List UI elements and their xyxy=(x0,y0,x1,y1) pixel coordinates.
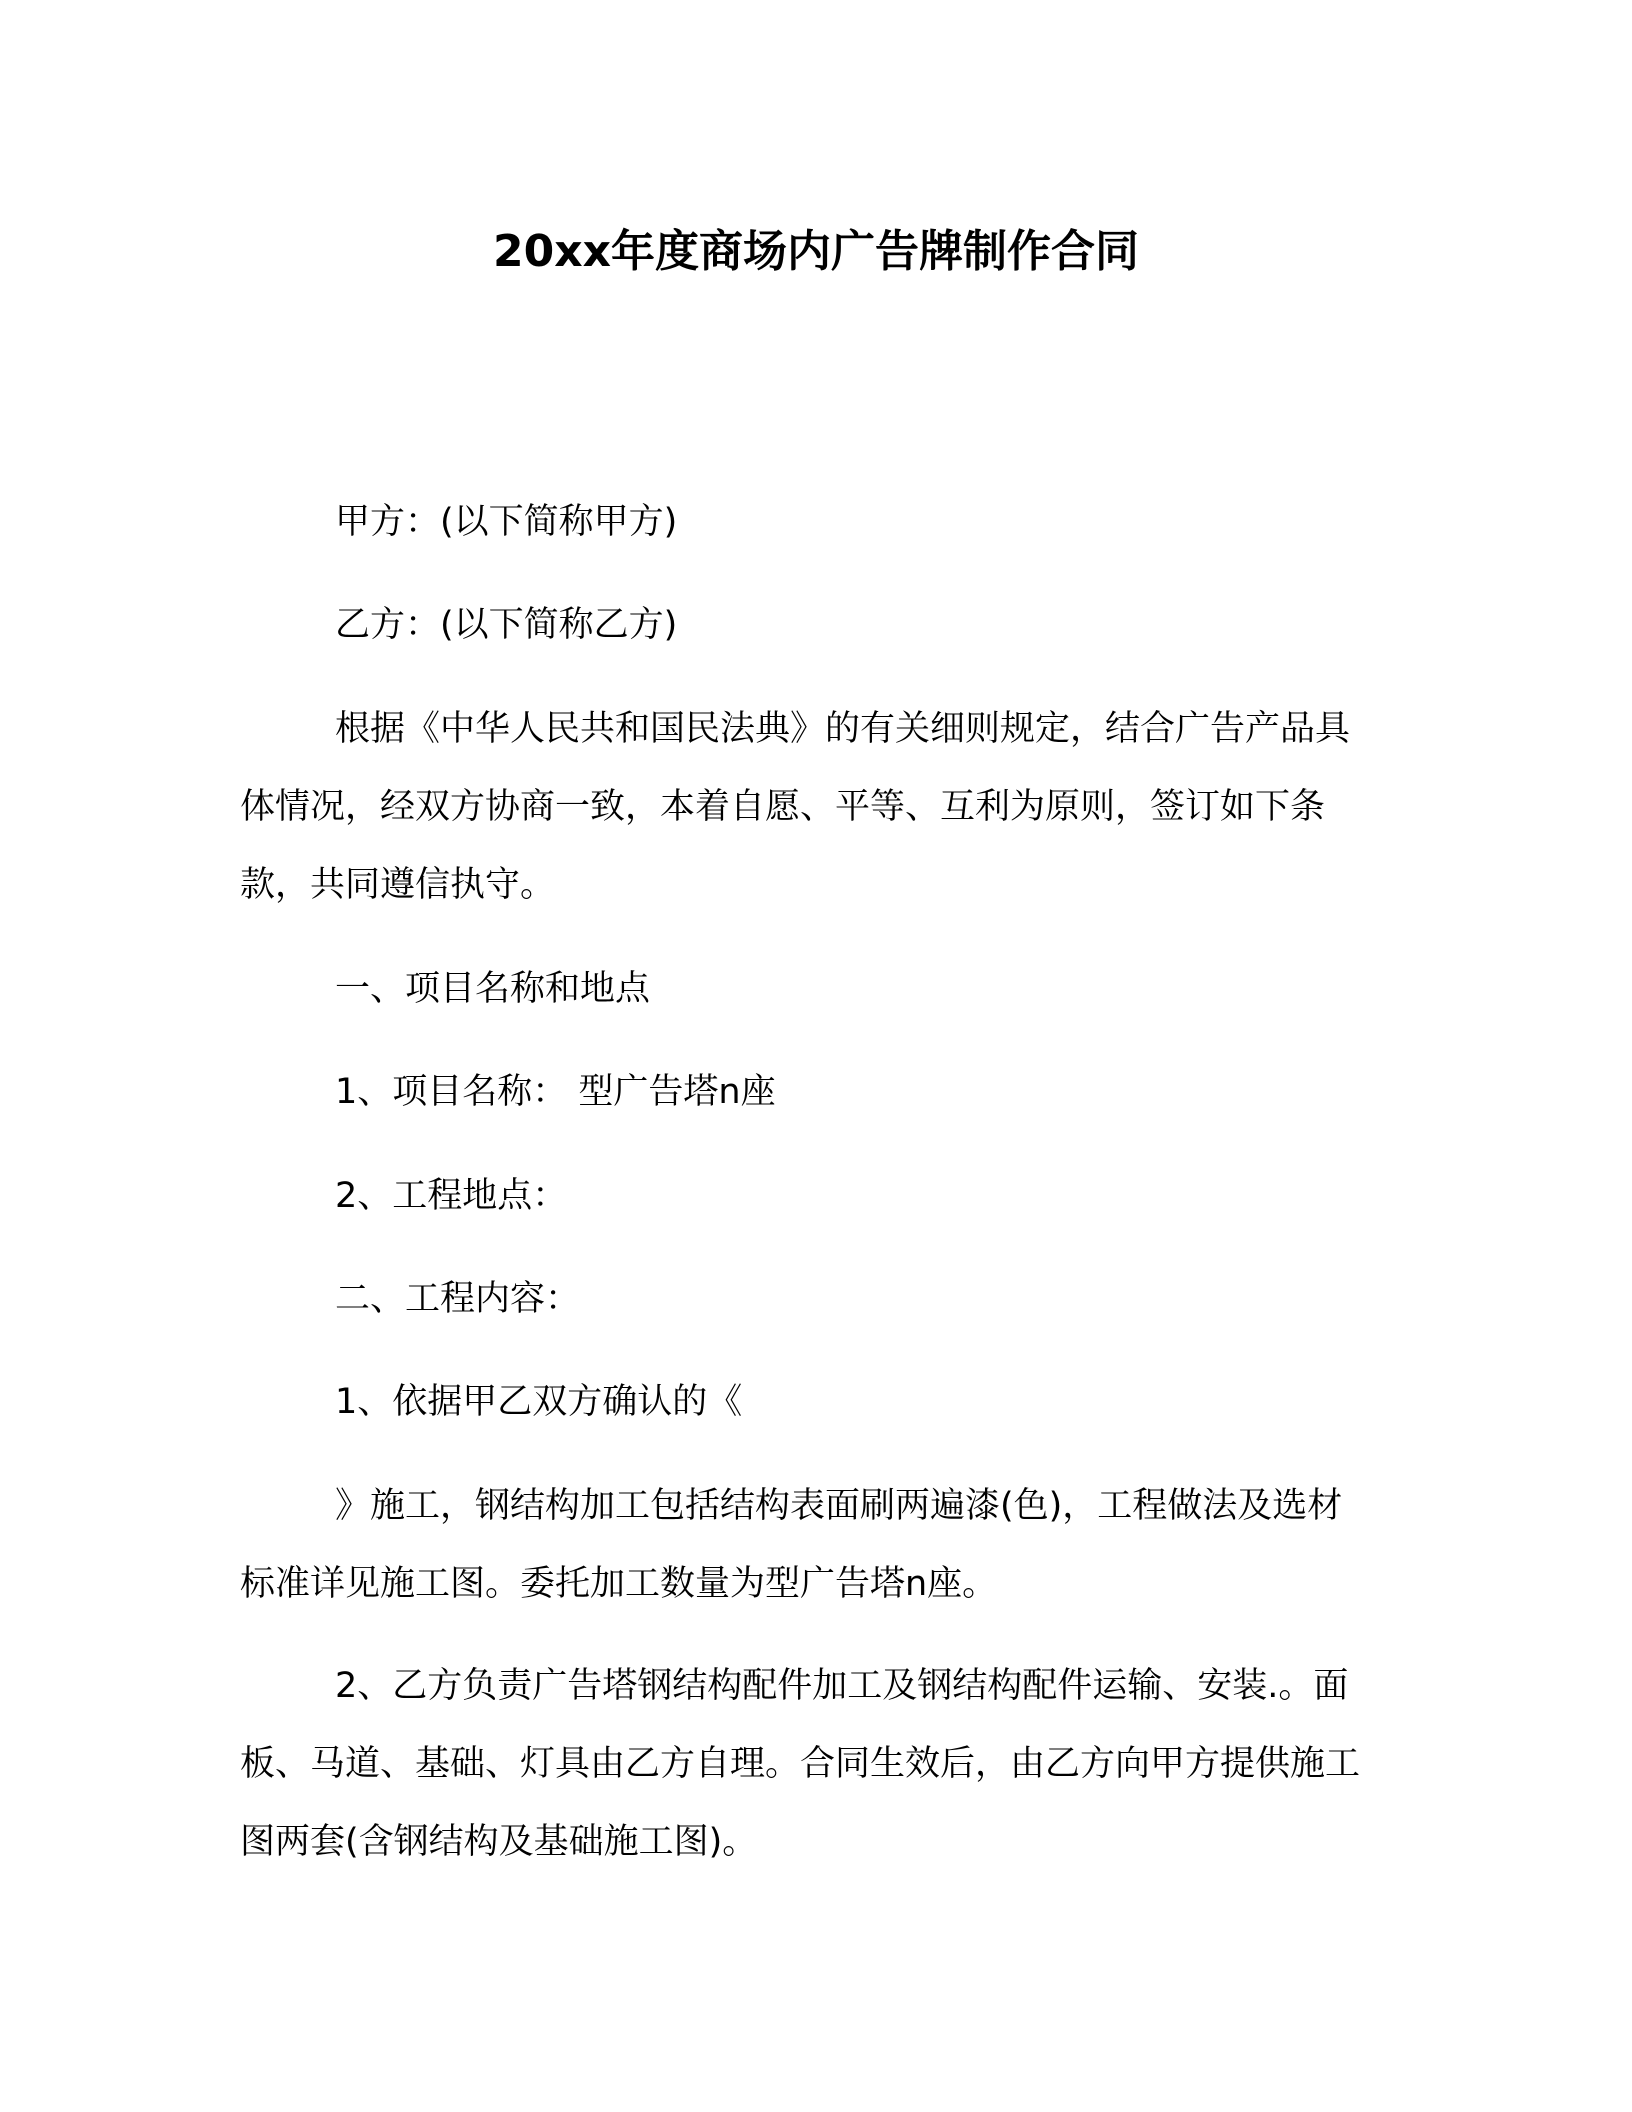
preamble-paragraph: 根据《中华人民共和国民法典》的有关细则规定，结合广告产品具体情况，经双方协商一致，本着自愿、平等、互利为原则，签订如下条款，共同遵信执守。 xyxy=(240,709,1351,905)
project-location-line: 2、工程地点： xyxy=(335,1176,568,1216)
document-title: 20xx年度商场内广告牌制作合同 xyxy=(493,226,1139,277)
section-2-heading: 二、工程内容： xyxy=(335,1279,581,1319)
party-a-line: 甲方：(以下简称甲方) xyxy=(335,502,678,542)
project-name-line: 1、项目名称： 型广告塔n座 xyxy=(335,1072,776,1112)
content-item-1-line: 1、依据甲乙双方确认的《 xyxy=(335,1382,743,1422)
construction-paragraph: 》施工，钢结构加工包括结构表面刷两遍漆(色)，工程做法及选材标准详见施工图。委托加工数量为型广告塔n座。 xyxy=(240,1486,1343,1604)
section-1-heading: 一、项目名称和地点 xyxy=(335,969,651,1009)
content-item-2-paragraph: 2、乙方负责广告塔钢结构配件加工及钢结构配件运输、安装.。面板、马道、基础、灯具由乙方自理。合同生效后，由乙方向甲方提供施工图两套(含钢结构及基础施工图)。 xyxy=(240,1666,1361,1862)
party-b-line: 乙方：(以下简称乙方) xyxy=(335,605,678,645)
